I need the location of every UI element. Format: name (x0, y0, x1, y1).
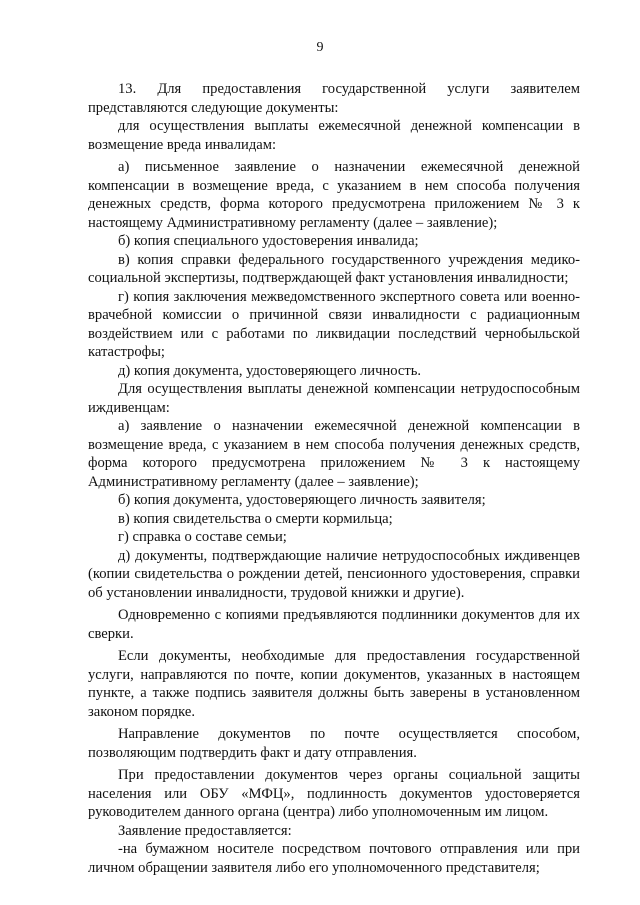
paragraph-13-intro: 13. Для предоставления государственной услуги заявителем представляются следующие документы: (88, 81, 580, 116)
paragraph-authentication: При предоставлении документов через органы социальной защиты населения или ОБУ «МФЦ», подлинность документов удостоверяется руководителем данного органа (центра) либо уполномоченным им лицом. (88, 767, 580, 820)
paragraph-dep-item-v: в) копия свидетельства о смерти кормильца; (118, 510, 393, 527)
paragraph-postal: Если документы, необходимые для предоставления государственной услуги, направляются по почте, копии документов, указанных в настоящем пункте, а также подпись заявителя должны быть заверены в установленном законом порядке. (88, 648, 580, 720)
paragraph-item-a: а) письменное заявление о назначении ежемесячной денежной компенсации в возмещение вреда, с указанием в нем способа получения денежных средств, форма которого предусмотрена приложением № 3 к настоящему Административному регламенту (далее – заявление); (88, 159, 580, 231)
page-number: 9 (316, 40, 324, 55)
paragraph-dep-item-b: б) копия документа, удостоверяющего личность заявителя; (118, 492, 486, 508)
paragraph-dep-item-d: д) документы, подтверждающие наличие нетрудоспособных иждивенцев (копии свидетельства о рождении детей, пенсионного удостоверения, справки об установлении инвалидности, трудовой книжки и другие). (88, 547, 580, 601)
paragraph-dep-item-g: г) справка о составе семьи; (118, 529, 287, 545)
paragraph-paper-carrier: -на бумажном носителе посредством почтового отправления или при личном обращении заявителя либо его уполномоченного представителя; (88, 841, 580, 876)
paragraph-item-d: д) копия документа, удостоверяющего личность. (118, 362, 422, 379)
paragraph-invalids-heading: для осуществления выплаты ежемесячной денежной компенсации в возмещение вреда инвалидам: (88, 118, 580, 153)
paragraph-item-v: в) копия справки федерального государственного учреждения медико-социальной экспертизы, подтверждающей факт установления инвалидности; (88, 251, 580, 286)
paragraph-item-b: б) копия специального удостоверения инвалида; (118, 233, 419, 249)
paragraph-dep-item-a: а) заявление о назначении ежемесячной денежной компенсации в возмещение вреда, с указанием в нем способа получения денежных средств, форма которого предусмотрена приложением № 3 к настоящему Административному регламенту (далее – заявление); (88, 418, 580, 490)
paragraph-dependents-heading: Для осуществления выплаты денежной компенсации нетрудоспособным иждивенцам: (88, 381, 580, 416)
paragraph-originals: Одновременно с копиями предъявляются подлинники документов для их сверки. (88, 607, 580, 642)
paragraph-postal-method: Направление документов по почте осуществляется способом, позволяющим подтвердить факт и дату отправления. (88, 726, 580, 761)
document-body (88, 80, 580, 877)
paragraph-application-submitted: Заявление предоставляется: (118, 822, 292, 839)
paragraph-item-g: г) копия заключения межведомственного экспертного совета или военно-врачебной комиссии о причинной связи инвалидности с радиационным воздействием или с работами по ликвидации последствий чернобыльской катастрофы; (88, 288, 580, 360)
